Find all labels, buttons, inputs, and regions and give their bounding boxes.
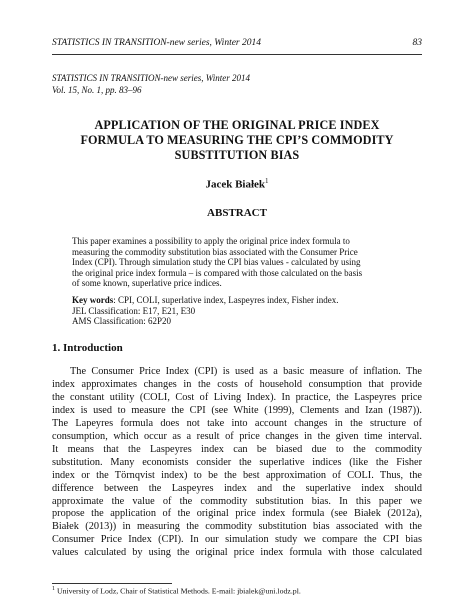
- body-line: the constant utility (COLI, Cost of Living Index). In practice, the Laspeyres price: [52, 391, 422, 403]
- journal-info: [52, 72, 422, 96]
- footnote-rule: [52, 583, 172, 584]
- paper-title: [52, 118, 422, 163]
- running-header-journal: STATISTICS IN TRANSITION-new series, Winter 2014: [52, 38, 262, 48]
- title-line: FORMULA TO MEASURING THE CPI’S COMMODITY: [80, 133, 394, 147]
- ams-classification: AMS Classification: 62P20: [72, 316, 172, 327]
- footnote-text: University of Lodz, Chair of Statistical Methods. E-mail: jbialek@uni.lodz.pl.: [55, 586, 301, 596]
- title-line: APPLICATION OF THE ORIGINAL PRICE INDEX: [94, 118, 380, 132]
- header-rule: [52, 54, 422, 55]
- abstract-heading: ABSTRACT: [207, 207, 267, 219]
- abstract-text: [72, 236, 404, 289]
- body-line: consumption, which occur as a result of price changes in the given time interval.: [52, 430, 422, 442]
- body-line: difference between the Laspeyres index and the superlative index should: [52, 482, 422, 494]
- title-line: SUBSTITUTION BIAS: [174, 148, 300, 162]
- abstract-line: measuring the commodity substitution bias associated with the Consumer Price: [72, 246, 358, 257]
- keywords-block: [72, 295, 404, 327]
- body-line: approximate the value of the commodity substitution bias. In this paper we: [52, 495, 422, 507]
- author-name: Jacek Białek: [205, 178, 266, 191]
- abstract-line: of some known, superlative price indices.: [72, 278, 222, 289]
- body-line: index approximates changes in the costs of household consumption that provide: [52, 378, 422, 390]
- journal-info-volume: Vol. 15, No. 1, pp. 83–96: [52, 85, 142, 95]
- footnote-mark: 1: [52, 586, 55, 592]
- body-line: The Lapeyres formula does not take into account changes in the structure of: [52, 417, 422, 429]
- body-line: It means that the Laspeyres index can be biased due to the commodity: [52, 443, 422, 455]
- footnote: [52, 586, 422, 596]
- body-line: index is used to measure the CPI (see White (1999), Clements and Izan (1987)).: [52, 404, 422, 416]
- body-line: substitution. Many economists consider the superlative indices (like the Fisher: [52, 456, 422, 468]
- jel-classification: JEL Classification: E17, E21, E30: [72, 305, 196, 316]
- body-line: values calculated by using the original price index formula with those calculated: [52, 547, 422, 559]
- journal-info-line: STATISTICS IN TRANSITION-new series, Winter 2014: [52, 73, 251, 83]
- author-footnote-mark[interactable]: 1: [265, 177, 269, 185]
- abstract-line: Index (CPI). Through simulation study the CPI bias values - calculated by using: [72, 257, 361, 268]
- abstract-line: the original price index formula – is compared with those calculated on the basis: [72, 267, 363, 278]
- author: [52, 177, 422, 191]
- page-number: 83: [412, 38, 422, 48]
- body-line: Consumer Price Index (CPI). In our simulation study we compare the CPI bias: [52, 534, 422, 546]
- body-line: Białek (2013)) in measuring the commodity substitution bias associated with the: [52, 521, 422, 533]
- body-text: [52, 366, 422, 560]
- section-heading: 1. Introduction: [52, 342, 123, 354]
- keywords-line: [72, 295, 404, 306]
- body-line: index or the Törnqvist index) to be the best approximation of COLI. Thus, the: [52, 469, 422, 481]
- keywords-label: Key words: [72, 295, 114, 305]
- abstract-line: This paper examines a possibility to apply the original price index formula to: [72, 236, 350, 246]
- keywords-text: : CPI, COLI, superlative index, Laspeyres index, Fisher index.: [113, 295, 339, 305]
- running-header: [52, 38, 422, 48]
- body-line: propose the application of the original price index formula (see Białek (2012a),: [52, 508, 422, 520]
- body-line: The Consumer Price Index (CPI) is used as a basic measure of inflation. The: [70, 366, 422, 377]
